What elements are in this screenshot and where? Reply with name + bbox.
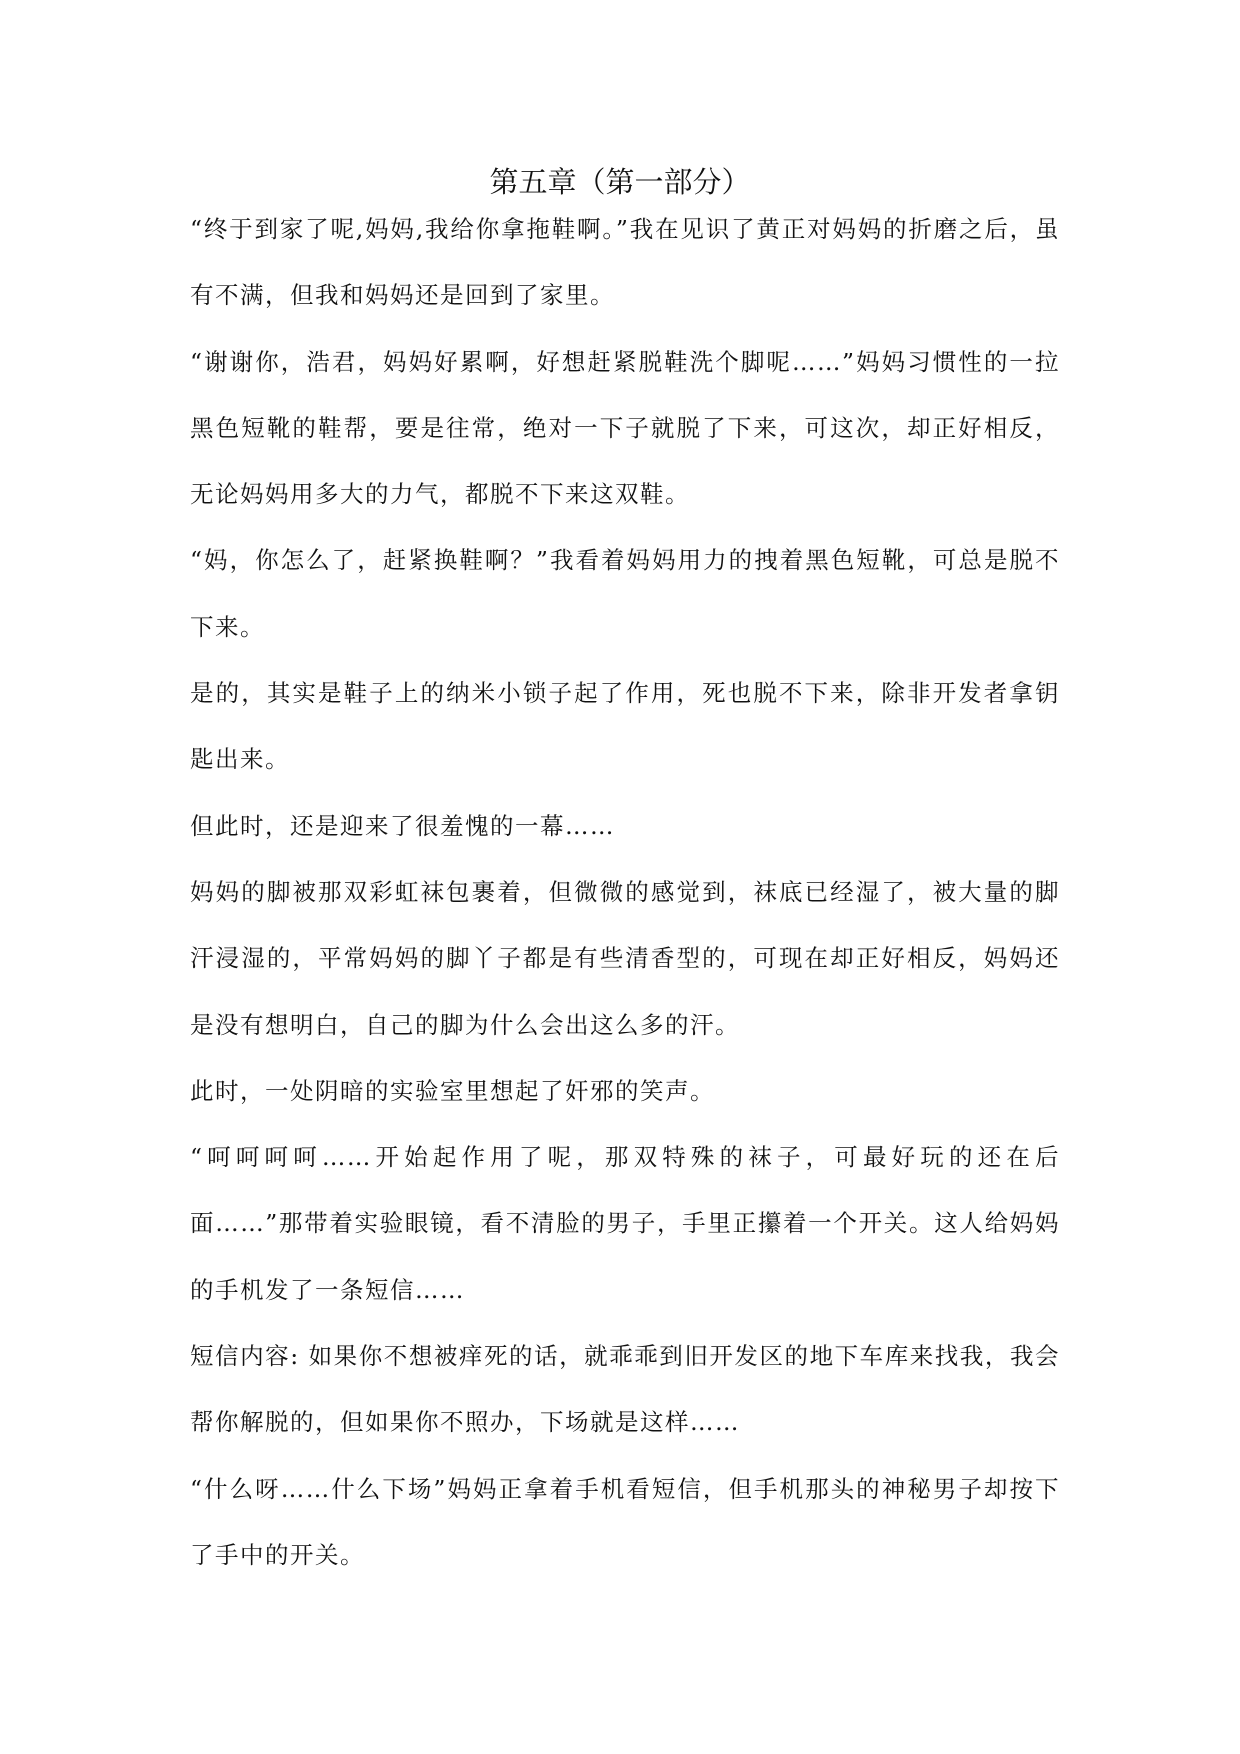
paragraph-8: “呵呵呵呵……开始起作用了呢，那双特殊的袜子，可最好玩的还在后面……”那带着实验眼镜，看不清脸的男子，手里正攥着一个开关。这人给妈妈的手机发了一条短信…… xyxy=(190,1143,1060,1304)
paragraph-9: 短信内容: 如果你不想被痒死的话，就乖乖到旧开发区的地下车库来找我，我会帮你解脱的，但如果你不照办，下场就是这样…… xyxy=(190,1342,1060,1437)
paragraph-5: 但此时，还是迎来了很羞愧的一幕…… xyxy=(190,811,615,840)
paragraph-2: “谢谢你，浩君，妈妈好累啊，好想赶紧脱鞋洗个脚呢……”妈妈习惯性的一拉黑色短靴的鞋帮，要是往常，绝对一下子就脱了下来，可这次，却正好相反，无论妈妈用多大的力气，都脱不下来这双鞋。 xyxy=(190,347,1060,509)
paragraph-4: 是的，其实是鞋子上的纳米小锁子起了作用，死也脱不下来，除非开发者拿钥匙出来。 xyxy=(190,679,1060,774)
paragraph-7: 此时，一处阴暗的实验室里想起了奸邪的笑声。 xyxy=(190,1076,715,1105)
chapter-title: 第五章（第一部分） xyxy=(489,165,751,199)
paragraph-10: “什么呀……什么下场”妈妈正拿着手机看短信，但手机那头的神秘男子却按下了手中的开关。 xyxy=(190,1474,1060,1569)
paragraph-1: “终于到家了呢,妈妈,我给你拿拖鞋啊。”我在见识了黄正对妈妈的折磨之后，虽有不满，但我和妈妈还是回到了家里。 xyxy=(190,215,1060,310)
chapter-body xyxy=(190,196,1060,1588)
paragraph-6: 妈妈的脚被那双彩虹袜包裹着，但微微的感觉到，袜底已经湿了，被大量的脚汗浸湿的，平常妈妈的脚丫子都是有些清香型的，可现在却正好相反，妈妈还是没有想明白，自己的脚为什么会出这么多的汗。 xyxy=(190,877,1060,1039)
paragraph-3: “妈，你怎么了，赶紧换鞋啊？”我看着妈妈用力的拽着黑色短靴，可总是脱不下来。 xyxy=(190,546,1060,641)
